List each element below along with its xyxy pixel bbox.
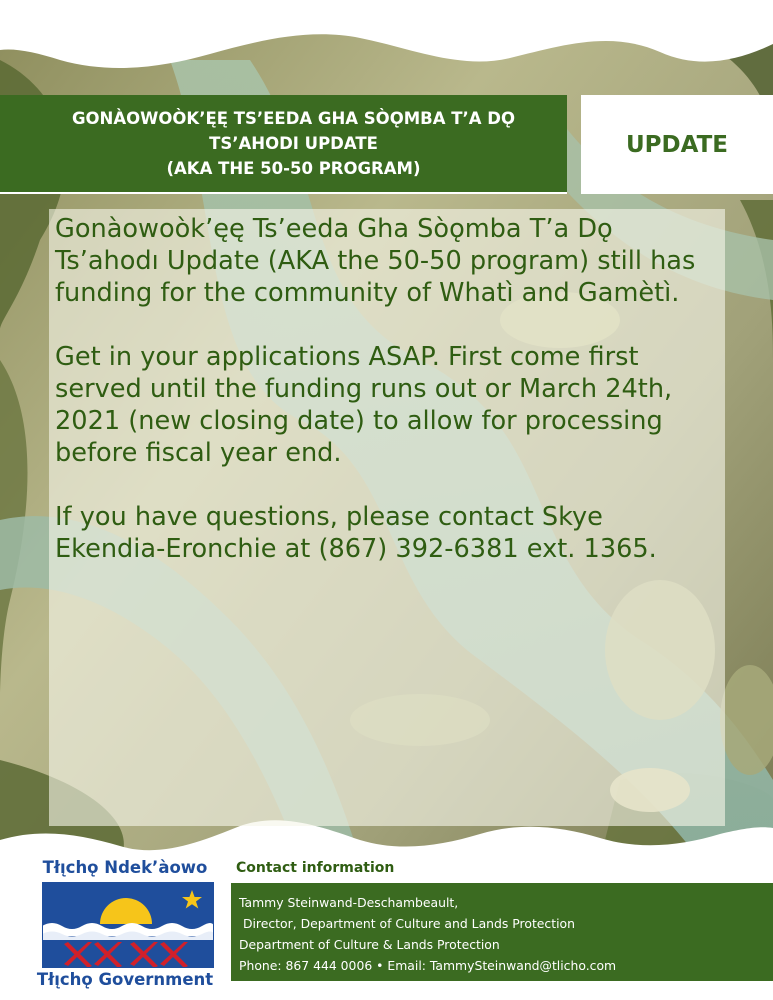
contact-info-box [231, 883, 773, 981]
contact-heading: Contact information [236, 860, 395, 876]
program-title-line-1: GONÀOWOÒK’ĘĘ TS’EEDA GHA SÒǪMBA T’A DǪ [71, 109, 515, 128]
tlicho-government-emblem-icon [42, 882, 214, 968]
contact-line-title: Director, Department of Culture and Lands Protection [239, 916, 575, 931]
announcement-paragraph-contact: If you have questions, please contact Skye Ekendia-Eronchie at (867) 392-6381 ext. 1365. [55, 502, 657, 564]
program-title-line-3: (AKA THE 50-50 PROGRAM) [166, 159, 421, 178]
announcement-paragraph-funding: Gonàowoòk’ęę Ts’eeda Gha Sòǫmba T’a Dǫ Ts’ahodı Update (AKA the 50-50 program) still has funding for the community of Whatì and Gamètì. [55, 214, 696, 308]
program-title-banner [0, 95, 567, 194]
update-tag [581, 95, 773, 194]
program-title-line-2: TS’AHODI UPDATE [209, 134, 378, 153]
update-tag-label: UPDATE [625, 131, 729, 158]
contact-line-phone-email: Phone: 867 444 0006 • Email: TammySteinwand@tlicho.com [239, 958, 617, 973]
announcement-paragraph-deadline: Get in your applications ASAP. First come first served until the funding runs out or March 24th, 2021 (new closing date) to allow for processing before fiscal year end. [55, 342, 673, 468]
contact-line-name: Tammy Steinwand-Deschambeault, [239, 895, 459, 910]
contact-line-department: Department of Culture & Lands Protection [239, 937, 500, 952]
announcement-panel [49, 209, 725, 826]
logo-bottom-text: Tłı̨chǫ Government [36, 970, 214, 989]
logo-top-text: Tłı̨chǫ Ndek’àowo [42, 858, 208, 877]
